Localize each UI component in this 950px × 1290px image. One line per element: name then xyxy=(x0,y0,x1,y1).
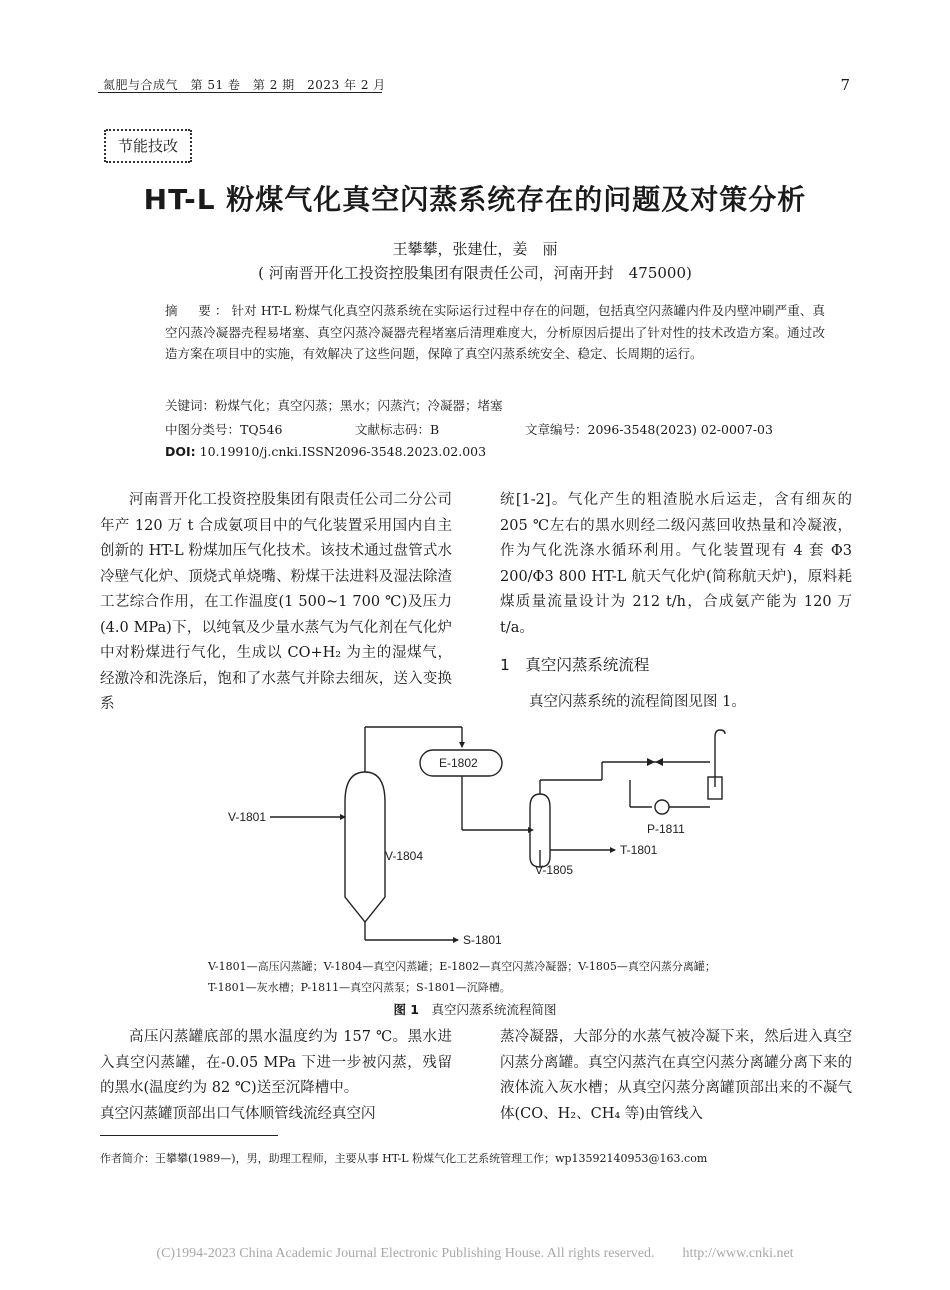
header-rule xyxy=(98,92,382,93)
intro-paragraph-left: 河南晋开化工投资控股集团有限责任公司二分公司年产 120 万 t 合成氨项目中的气化装置采用国内自主创新的 HT-L 粉煤加压气化技术。该技术通过盘管式水冷壁气化炉、顶烧式单烧嘴、粉煤干法进料及湿法除渣工艺综合作用，在工作温度(1 500~1 700 ℃)及压力(4.0 MPa)下，以纯氧及少量水蒸气为气化剂在气化炉中对粉煤进行气化，生成以 CO+H₂ 为主的湿煤气，经激冷和洗涤后，饱和了水蒸气并除去细灰，送入变换系 xyxy=(100,492,452,712)
valve-left xyxy=(647,758,655,766)
clc-number: 中图分类号：TQ546 xyxy=(165,422,283,437)
section-heading: 1 真空闪蒸系统流程 xyxy=(500,656,650,674)
article-title: HT-L 粉煤气化真空闪蒸系统存在的问题及对策分析 xyxy=(143,183,807,216)
label-v1801: V-1801 xyxy=(228,810,267,824)
arrow-t1801 xyxy=(610,847,616,853)
intro-paragraph-right: 统[1-2]。气化产生的粗渣脱水后运走，含有细灰的 205 ℃左右的黑水则经二级闪蒸回收热量和冷凝液，作为气化洗涤水循环利用。气化装置现有 4 套 Φ3 200/Φ3 800 HT-L 航天气化炉(简称航天炉)，原料耗煤质量流量设计为 212 t/h，合成氨产能为 120 万 t/a。 xyxy=(500,492,852,636)
document-code: 文献标志码：B xyxy=(355,422,440,437)
process-flow-diagram xyxy=(190,722,760,952)
author-footnote: 作者简介：王攀攀(1989—)，男，助理工程师，主要从事 HT-L 粉煤气化工艺系统管理工作；wp13592140953@163.com xyxy=(100,1152,708,1165)
arrow-condenser-in xyxy=(459,742,465,748)
page-number: 7 xyxy=(840,76,850,94)
abstract-label: 摘 要： xyxy=(165,303,232,318)
copyright-watermark: (C)1994-2023 China Academic Journal Electronic Publishing House. All rights reserved. http://www.cnki.net xyxy=(156,1246,794,1261)
section-paragraph: 真空闪蒸系统的流程简图见图 1。 xyxy=(529,694,746,710)
footnote-rule xyxy=(100,1135,278,1136)
v1804-vessel xyxy=(345,772,385,922)
arrow-s1801 xyxy=(453,937,459,943)
label-v1805: V-1805 xyxy=(535,863,574,877)
p1811-pump xyxy=(655,800,669,814)
body-paragraph-left: 高压闪蒸罐底部的黑水温度约为 157 ℃。黑水进入真空闪蒸罐，在-0.05 MPa 下进一步被闪蒸，残留的黑水(温度约为 82 ℃)送至沉降槽中。 真空闪蒸罐顶部出口气体顺管线流经真空闪 xyxy=(100,1029,452,1122)
valve-right xyxy=(655,758,663,766)
abstract-text: 针对 HT-L 粉煤气化真空闪蒸系统在实际运行过程中存在的问题，包括真空闪蒸罐内件及内壁冲刷严重、真空闪蒸冷凝器壳程易堵塞、真空闪蒸冷凝器壳程堵塞后清理难度大，分析原因后提出了针对性的技术改造方案。通过改造方案在项目中的实施，有效解决了这些问题，保障了真空闪蒸系统安全、稳定、长周期的运行。 xyxy=(165,303,825,361)
column-tag: 节能技改 xyxy=(104,130,192,162)
label-s1801: S-1801 xyxy=(463,933,502,947)
doi-value: 10.19910/j.cnki.ISSN2096-3548.2023.02.003 xyxy=(199,444,487,459)
label-v1804: V-1804 xyxy=(385,849,424,863)
label-t1801: T-1801 xyxy=(620,843,658,857)
running-header: 氮肥与合成气 第 51 卷 第 2 期 2023 年 2 月 xyxy=(103,78,386,92)
body-left-column xyxy=(100,1025,452,1127)
affiliation: ( 河南晋开化工投资控股集团有限责任公司，河南开封 475000) xyxy=(258,264,692,282)
abstract xyxy=(165,300,825,365)
intro-right-column xyxy=(500,488,852,641)
arrow-separator-in xyxy=(528,827,534,833)
doi-label: DOI: xyxy=(165,444,196,459)
figure-number: 图 1 xyxy=(393,1002,420,1017)
figure-legend xyxy=(208,956,788,998)
keywords: 关键词：粉煤气化；真空闪蒸；黑水；闪蒸汽；冷凝器；堵塞 xyxy=(165,398,503,413)
figure-legend-line-2: T-1801—灰水槽；P-1811—真空闪蒸泵；S-1801—沉降槽。 xyxy=(208,981,511,994)
intro-left-column xyxy=(100,488,452,718)
vent-hook xyxy=(715,730,725,737)
figure-caption-text: 真空闪蒸系统流程简图 xyxy=(431,1002,557,1017)
doi xyxy=(165,444,486,459)
body-paragraph-right: 蒸冷凝器，大部分的水蒸气被冷凝下来，然后进入真空闪蒸分离罐。真空闪蒸汽在真空闪蒸分离罐分离下来的液体流入灰水槽；从真空闪蒸分离罐顶部出来的不凝气体(CO、H₂、CH₄ 等)由管线入 xyxy=(500,1029,852,1122)
figure-caption xyxy=(0,1000,950,1018)
label-p1811: P-1811 xyxy=(647,822,685,836)
authors: 王攀攀，张建仕，姜 丽 xyxy=(392,240,558,258)
label-e1802: E-1802 xyxy=(439,756,478,770)
article-number: 文章编号：2096-3548(2023) 02-0007-03 xyxy=(525,422,773,437)
body-right-column xyxy=(500,1025,852,1127)
figure-legend-line-1: V-1801—高压闪蒸罐；V-1804—真空闪蒸罐；E-1802—真空闪蒸冷凝器；V-1805—真空闪蒸分离罐； xyxy=(208,960,716,973)
